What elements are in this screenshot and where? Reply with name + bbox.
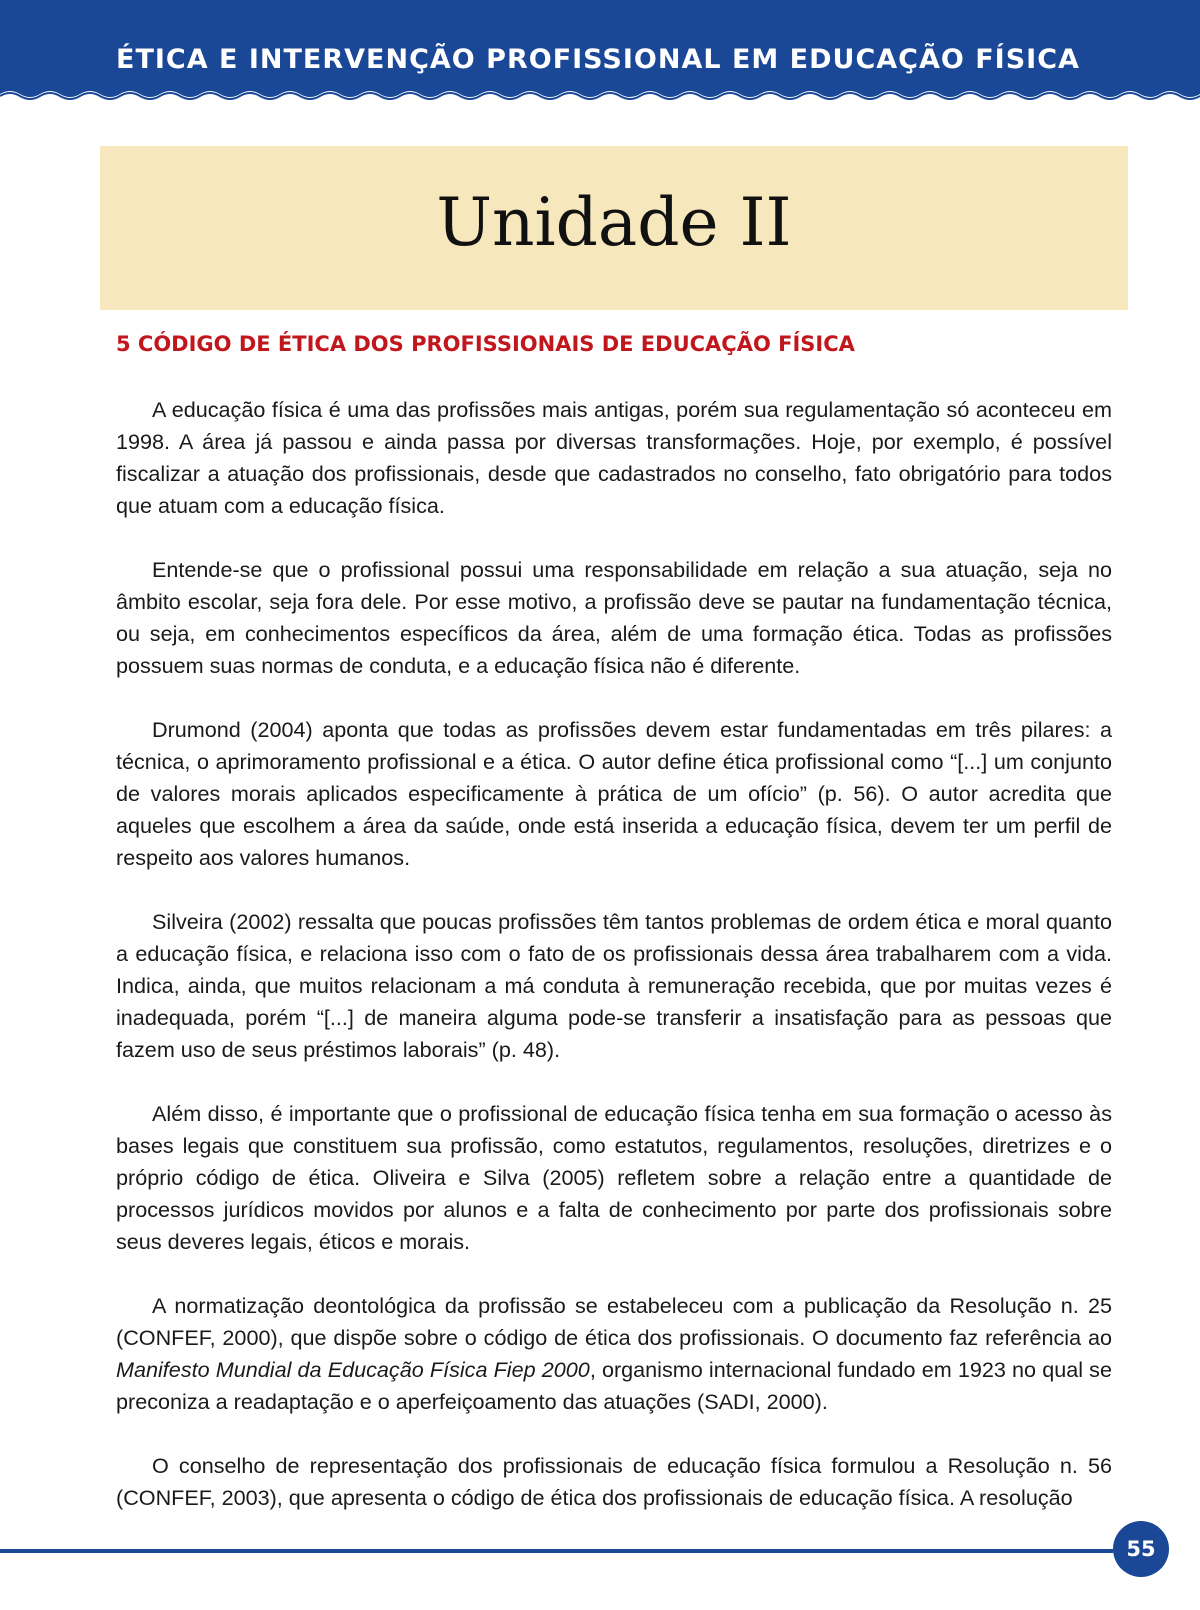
paragraph: Drumond (2004) aponta que todas as profissões devem estar fundamentadas em três pilares: a técnica, o aprimoramento profissional e a ética. O autor define ética profissional como “[...] um conjunto de valores morais aplicados especificamente à prática de um ofício” (p. 56). O autor acredita que aqueles que escolhem a área da saúde, onde está inserida a educação física, devem ter um perfil de respeito aos valores humanos. xyxy=(116,717,1112,870)
paragraph: Além disso, é importante que o profissional de educação física tenha em sua formação o acesso às bases legais que constituem sua profissão, como estatutos, regulamentos, resoluções, diretrizes e o próprio código de ética. Oliveira e Silva (2005) refletem sobre a relação entre a quantidade de processos jurídicos movidos por alunos e a falta de conhecimento por parte dos profissionais sobre seus deveres legais, éticos e morais. xyxy=(116,1101,1112,1254)
paragraph: Entende-se que o profissional possui uma responsabilidade em relação a sua atuação, seja no âmbito escolar, seja fora dele. Por esse motivo, a profissão deve se pautar na fundamentação técnica, ou seja, em conhecimentos específicos da área, além de uma formação ética. Todas as profissões possuem suas normas de conduta, e a educação física não é diferente. xyxy=(116,557,1112,678)
page-number: 55 xyxy=(1126,1537,1156,1561)
page-number-badge xyxy=(1113,1521,1169,1577)
paragraph xyxy=(116,1290,1112,1418)
paragraph: A educação física é uma das profissões mais antigas, porém sua regulamentação só aconteceu em 1998. A área já passou e ainda passa por diversas transformações. Hoje, por exemplo, é possível fiscalizar a atuação dos profissionais, desde que cadastrados no conselho, fato obrigatório para todos que atuam com a educação física. xyxy=(116,397,1112,518)
header-wave-border xyxy=(0,88,1200,100)
unit-title: Unidade II xyxy=(436,184,792,261)
unit-banner xyxy=(100,146,1128,310)
body-text xyxy=(116,394,1112,1514)
footer-rule xyxy=(0,1549,1113,1553)
paragraph: O conselho de representação dos profissionais de educação física formulou a Resolução n. 56 (CONFEF, 2003), que apresenta o código de ética dos profissionais de educação física. A resolução xyxy=(116,1453,1112,1510)
manifesto-title: Manifesto Mundial da Educação Física Fiep 2000 xyxy=(116,1357,590,1382)
header-title: ÉTICA E INTERVENÇÃO PROFISSIONAL EM EDUCAÇÃO FÍSICA xyxy=(116,44,1080,75)
paragraph-text: A normatização deontológica da profissão se estabeleceu com a publicação da Resolução n. 25 (CONFEF, 2000), que dispõe sobre o código de ética dos profissionais. O documento faz referência ao xyxy=(116,1293,1112,1350)
paragraph-text: , organismo internacional fundado em 1923 no qual se preconiza a readaptação e o aperfeiçoamento das atuações (SADI, 2000). xyxy=(116,1357,1112,1414)
page-header xyxy=(0,0,1200,100)
section-heading: 5 CÓDIGO DE ÉTICA DOS PROFISSIONAIS DE EDUCAÇÃO FÍSICA xyxy=(116,332,855,356)
paragraph: Silveira (2002) ressalta que poucas profissões têm tantos problemas de ordem ética e moral quanto a educação física, e relaciona isso com o fato de os profissionais dessa área trabalharem com a vida. Indica, ainda, que muitos relacionam a má conduta à remuneração recebida, que por muitas vezes é inadequada, porém “[...] de maneira alguma pode-se transferir a insatisfação para as pessoas que fazem uso de seus préstimos laborais” (p. 48). xyxy=(116,909,1112,1062)
